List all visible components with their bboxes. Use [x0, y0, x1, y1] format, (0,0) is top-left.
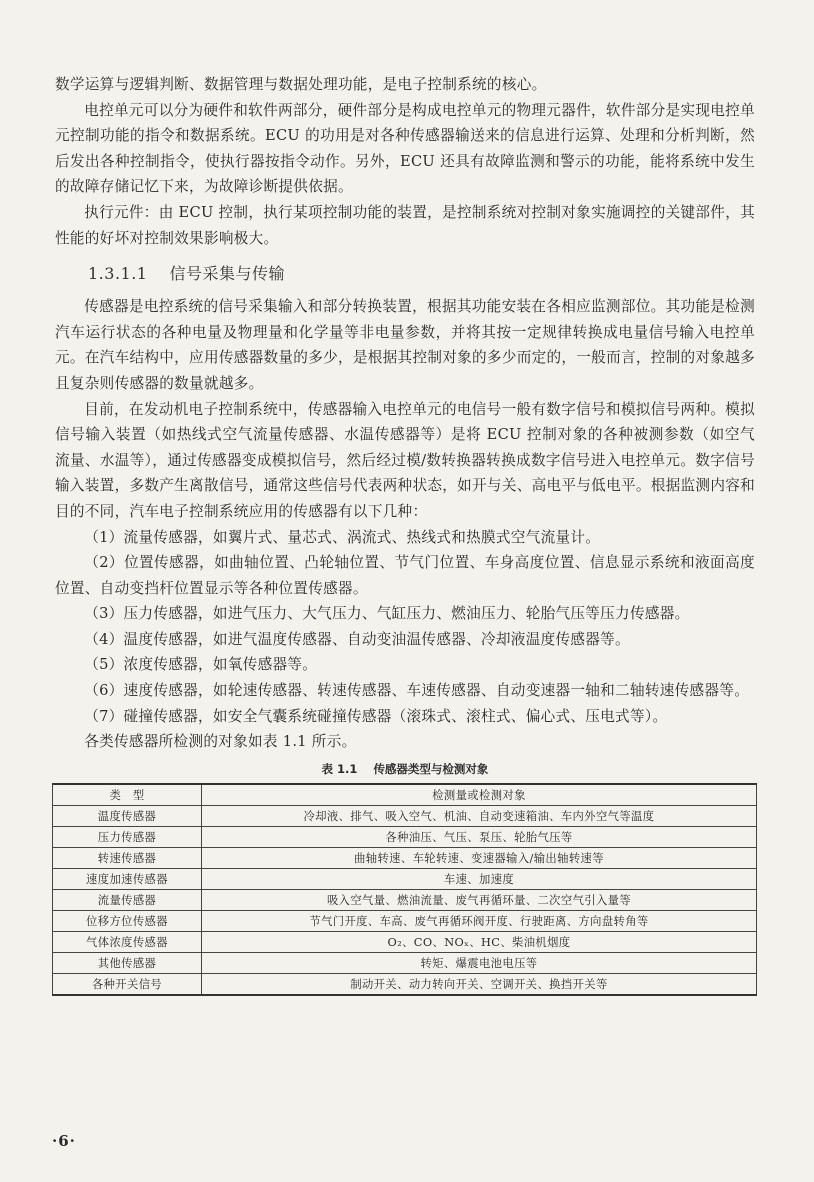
table-row [53, 910, 757, 931]
list-item-position-sensor: （2）位置传感器，如曲轴位置、凸轮轴位置、节气门位置、车身高度位置、信息显示系统和液面高度位置、自动变挡杆位置显示等各种位置传感器。 [55, 554, 755, 597]
page-number: ·6· [52, 1132, 76, 1150]
paragraph-actuator: 执行元件：由 ECU 控制，执行某项控制功能的装置，是控制系统对控制对象实施调控的关键部件，其性能的好坏对控制效果影响极大。 [55, 203, 755, 247]
table-row [53, 868, 757, 889]
list-item-temperature-sensor: （4）温度传感器，如进气温度传感器、自动变油温传感器、冷却液温度传感器等。 [84, 630, 630, 648]
table-intro: 各类传感器所检测的对象如表 1.1 所示。 [84, 733, 357, 751]
table-cell-target: 冷却液、排气、吸入空气、机油、自动变速箱油、车内外空气等温度 [202, 805, 757, 826]
table-cell-type: 各种开关信号 [53, 973, 202, 995]
table-cell-target: 制动开关、动力转向开关、空调开关、换挡开关等 [202, 973, 757, 995]
table-cell-type: 其他传感器 [53, 952, 202, 973]
table-header-type: 类 型 [53, 784, 202, 806]
table-header-target: 检测量或检测对象 [202, 784, 757, 806]
table-row [53, 952, 757, 973]
table-cell-type: 温度传感器 [53, 805, 202, 826]
list-item-concentration-sensor: （5）浓度传感器，如氧传感器等。 [84, 656, 318, 674]
table-cell-target: 转矩、爆震电池电压等 [202, 952, 757, 973]
list-item-collision-sensor: （7）碰撞传感器，如安全气囊系统碰撞传感器（滚珠式、滚柱式、偏心式、压电式等）。 [84, 707, 668, 725]
paragraph-ecu-core: 数学运算与逻辑判断、数据管理与数据处理功能，是电子控制系统的核心。 [55, 76, 547, 93]
page-content [55, 72, 755, 996]
section-number: 1.3.1.1 [88, 264, 148, 284]
table-number: 表 1.1 [321, 761, 358, 776]
table-caption [55, 761, 755, 777]
table-row [53, 847, 757, 868]
table-row [53, 826, 757, 847]
table-cell-target: O₂、CO、NOₓ、HC、柴油机烟度 [202, 931, 757, 952]
paragraph-sensor-intro: 传感器是电控系统的信号采集输入和部分转换装置，根据其功能安装在各相应监测部位。其功能是检测汽车运行状态的各种电量及物理量和化学量等非电量参数，并将其按一定规律转换成电量信号输入电控单元。在汽车结构中，应用传感器数量的多少，是根据其控制对象的多少而定的，一般而言，控制的对象越多且复杂则传感器的数量就越多。 [55, 298, 756, 392]
table-row [53, 805, 757, 826]
table-row [53, 889, 757, 910]
table-header-row [53, 784, 757, 806]
table-cell-target: 曲轴转速、车轮转速、变速器输入/输出轴转速等 [202, 847, 757, 868]
table-cell-type: 位移方位传感器 [53, 910, 202, 931]
list-item-flow-sensor: （1）流量传感器，如翼片式、量芯式、涡流式、热线式和热膜式空气流量计。 [84, 528, 601, 546]
list-item-speed-sensor: （6）速度传感器，如轮速传感器、转速传感器、车速传感器、自动变速器一轴和二轴转速传感器等。 [84, 682, 750, 700]
list-item-pressure-sensor: （3）压力传感器，如进气压力、大气压力、气缸压力、燃油压力、轮胎气压等压力传感器。 [84, 605, 690, 623]
table-row [53, 973, 757, 995]
table-cell-type: 速度加速传感器 [53, 868, 202, 889]
paragraph-signal-types: 目前，在发动机电子控制系统中，传感器输入电控单元的电信号一般有数字信号和模拟信号两种。模拟信号输入装置（如热线式空气流量传感器、水温传感器等）是将 ECU 控制对象的各种被测参数（如空气流量、水温等），通过传感器变成模拟信号，然后经过模/数转换器转换成数字信号进入电控单元。数字信号输入装置，多数产生离散信号，通常这些信号代表两种状态，如开与关、高电平与低电平。根据监测内容和目的不同，汽车电子控制系统应用的传感器有以下几种： [55, 400, 756, 520]
section-heading [88, 261, 755, 284]
table-cell-type: 转速传感器 [53, 847, 202, 868]
table-cell-type: 压力传感器 [53, 826, 202, 847]
sensor-table [52, 783, 757, 996]
table-cell-type: 气体浓度传感器 [53, 931, 202, 952]
paragraph-ecu-hardware-software: 电控单元可以分为硬件和软件两部分，硬件部分是构成电控单元的物理元器件，软件部分是实现电控单元控制功能的指令和数据系统。ECU 的功用是对各种传感器输送来的信息进行运算、处理和分析判断，然后发出各种控制指令，使执行器按指令动作。另外，ECU 还具有故障监测和警示的功能，能将系统中发生的故障存储记忆下来，为故障诊断提供依据。 [55, 101, 755, 196]
section-title: 信号采集与传输 [169, 264, 285, 284]
table-cell-target: 节气门开度、车高、废气再循环阀开度、行驶距离、方向盘转角等 [202, 910, 757, 931]
table-cell-target: 车速、加速度 [202, 868, 757, 889]
table-caption-text: 传感器类型与检测对象 [373, 761, 489, 776]
table-cell-target: 各种油压、气压、泵压、轮胎气压等 [202, 826, 757, 847]
table-cell-target: 吸入空气量、燃油流量、废气再循环量、二次空气引入量等 [202, 889, 757, 910]
table-cell-type: 流量传感器 [53, 889, 202, 910]
table-row [53, 931, 757, 952]
